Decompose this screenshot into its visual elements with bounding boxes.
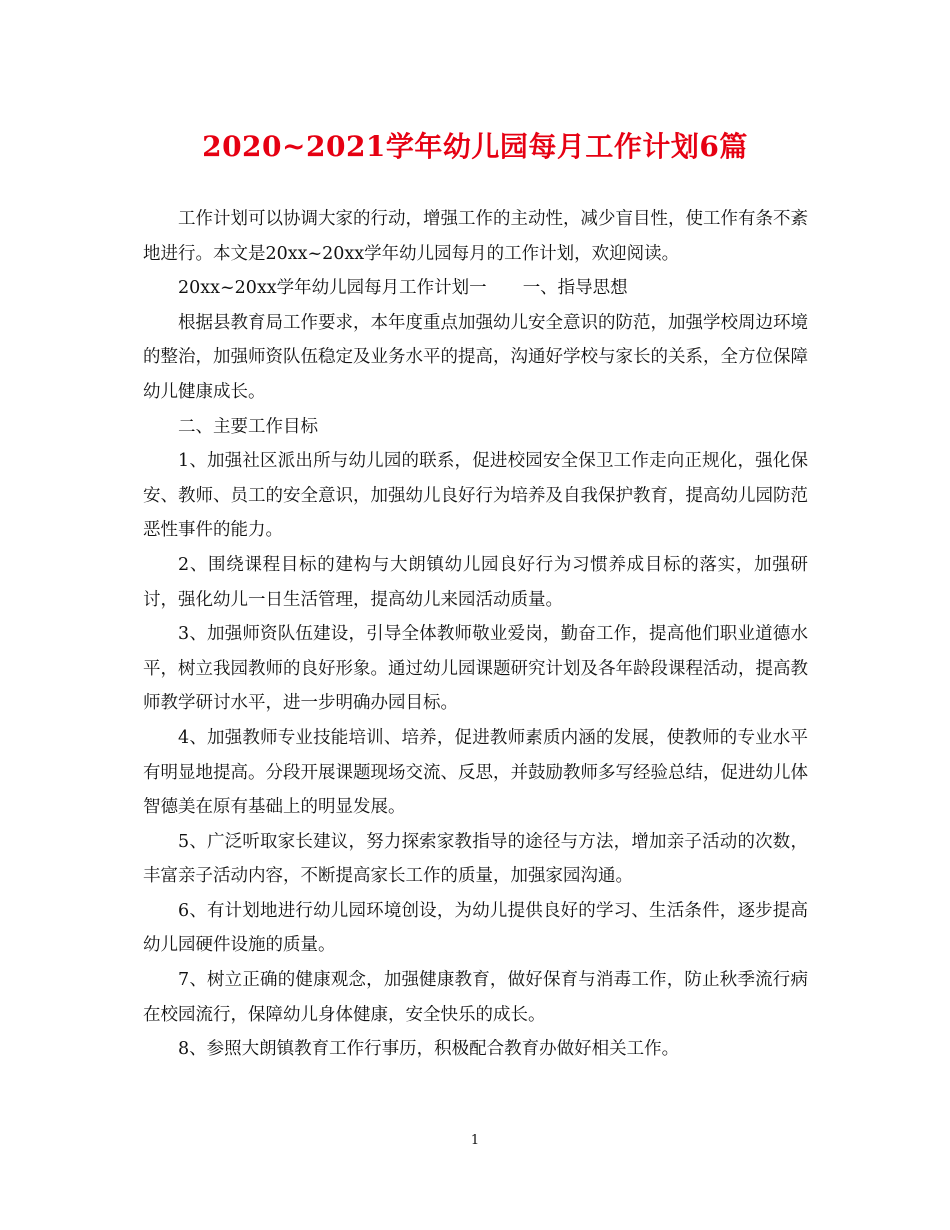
goal-item: 4、加强教师专业技能培训、培养，促进教师素质内涵的发展，使教师的专业水平有明显地提高。分段开展课题现场交流、反思，并鼓励教师多写经验总结，促进幼儿体智德美在原有基础上的明显发展。 [143,727,808,818]
goal-item: 2、围绕课程目标的建构与大朗镇幼儿园良好行为习惯养成目标的落实，加强研讨，强化幼儿一日生活管理，提高幼儿来园活动质量。 [143,554,808,610]
goal-item: 5、广泛听取家长建议，努力探索家教指导的途径与方法，增加亲子活动的次数，丰富亲子活动内容，不断提高家长工作的质量，加强家园沟通。 [143,831,808,887]
goal-item: 8、参照大朗镇教育工作行事历，积极配合教育办做好相关工作。 [178,1039,680,1060]
page-number: 1 [470,1133,480,1148]
guiding-paragraph: 根据县教育局工作要求，本年度重点加强幼儿安全意识的防范，加强学校周边环境的整治，加强师资队伍稳定及业务水平的提高，沟通好学校与家长的关系，全方位保障幼儿健康成长。 [143,312,808,402]
document-body [143,202,808,1067]
plan-heading: 20xx~20xx学年幼儿园每月工作计划一 [178,278,487,299]
intro-paragraph: 工作计划可以协调大家的行动，增强工作的主动性，减少盲目性，使工作有条不紊地进行。本文是20xx~20xx学年幼儿园每月的工作计划，欢迎阅读。 [143,209,808,264]
goal-item: 7、树立正确的健康观念，加强健康教育，做好保育与消毒工作，防止秋季流行病在校园流行，保障幼儿身体健康，安全快乐的成长。 [143,970,808,1025]
section2-heading: 二、主要工作目标 [178,416,318,437]
goal-item: 6、有计划地进行幼儿园环境创设，为幼儿提供良好的学习、生活条件，逐步提高幼儿园硬件设施的质量。 [143,900,808,956]
document-title: 2020~2021学年幼儿园每月工作计划6篇 [202,130,748,163]
goal-item: 1、加强社区派出所与幼儿园的联系，促进校园安全保卫工作走向正规化，强化保安、教师、员工的安全意识，加强幼儿良好行为培养及自我保护教育，提高幼儿园防范恶性事件的能力。 [143,451,808,541]
plan-heading-line [143,271,808,306]
goal-item: 3、加强师资队伍建设，引导全体教师敬业爱岗，勤奋工作，提高他们职业道德水平，树立我园教师的良好形象。通过幼儿园课题研究计划及各年龄段课程活动，提高教师教学研讨水平，进一步明确办园目标。 [143,624,808,714]
section1-heading: 一、指导思想 [522,278,628,299]
